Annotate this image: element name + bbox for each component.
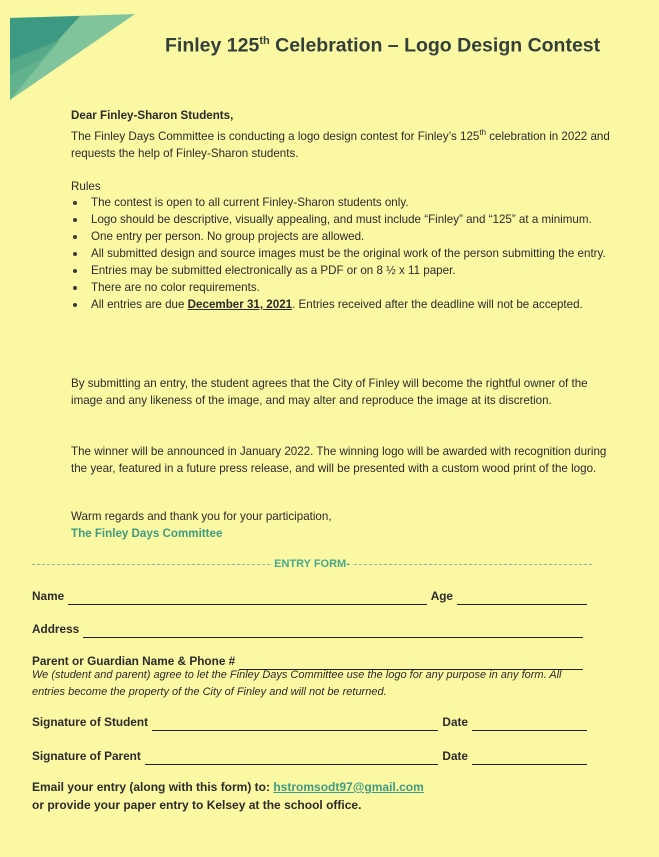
greeting: Dear Finley-Sharon Students, bbox=[71, 109, 234, 122]
address-row bbox=[32, 621, 587, 638]
rule-item: One entry per person. No group projects are allowed. bbox=[71, 228, 611, 245]
age-label: Age bbox=[430, 589, 453, 603]
name-label: Name bbox=[32, 589, 65, 603]
parent-date-field[interactable] bbox=[472, 752, 587, 765]
paper-entry-note: or provide your paper entry to Kelsey at the school office. bbox=[32, 798, 362, 812]
committee-signature: The Finley Days Committee bbox=[71, 527, 223, 540]
rule-item: There are no color requirements. bbox=[71, 279, 611, 296]
page-title: Finley 125th Celebration – Logo Design Contest bbox=[165, 34, 601, 57]
parent-signature-label: Signature of Parent bbox=[32, 749, 141, 763]
closing: Warm regards and thank you for your participation, bbox=[71, 510, 332, 523]
address-label: Address bbox=[32, 622, 80, 636]
parent-signature-field[interactable] bbox=[145, 752, 439, 765]
rules-heading: Rules bbox=[71, 180, 101, 193]
entry-form-divider: ENTRY FORM- bbox=[32, 556, 592, 573]
date-label: Date bbox=[442, 715, 468, 729]
address-field[interactable] bbox=[83, 625, 583, 638]
corner-logo-graphic bbox=[0, 0, 140, 105]
parent-signature-row bbox=[32, 748, 587, 765]
student-signature-label: Signature of Student bbox=[32, 715, 148, 729]
rules-list bbox=[71, 194, 611, 313]
rule-item: The contest is open to all current Finley-Sharon students only. bbox=[71, 194, 611, 211]
email-instructions: Email your entry (along with this form) to: hstromsodt97@gmail.com bbox=[32, 780, 424, 794]
winner-paragraph: The winner will be announced in January 2022. The winning logo will be awarded with recognition during the year, featured in a future press release, and will be presented with a custom wood print of the logo. bbox=[71, 445, 607, 475]
agreement-note: We (student and parent) agree to let the Finley Days Committee use the logo for any purpose in any form. All entries become the property of the City of Finley and will not be returned. bbox=[32, 669, 562, 698]
email-link[interactable]: hstromsodt97@gmail.com bbox=[273, 780, 424, 794]
student-signature-field[interactable] bbox=[152, 718, 438, 731]
age-field[interactable] bbox=[457, 592, 587, 605]
student-date-field[interactable] bbox=[472, 718, 587, 731]
rule-item: Logo should be descriptive, visually appealing, and must include “Finley” and “125” at a minimum. bbox=[71, 211, 611, 228]
intro-paragraph: The Finley Days Committee is conducting a logo design contest for Finley’s 125th celebration in 2022 and requests the help of Finley-Sharon students. bbox=[71, 128, 610, 160]
name-field[interactable] bbox=[68, 592, 427, 605]
student-signature-row bbox=[32, 714, 587, 731]
rule-item-deadline: All entries are due December 31, 2021. Entries received after the deadline will not be accepted. bbox=[71, 296, 611, 313]
rule-item: Entries may be submitted electronically as a PDF or on 8 ½ x 11 paper. bbox=[71, 262, 611, 279]
date-label: Date bbox=[442, 749, 468, 763]
name-age-row bbox=[32, 588, 587, 605]
rule-item: All submitted design and source images must be the original work of the person submitting the entry. bbox=[71, 245, 611, 262]
deadline-date: December 31, 2021 bbox=[187, 298, 293, 311]
guardian-label: Parent or Guardian Name & Phone # bbox=[32, 654, 236, 668]
ownership-paragraph: By submitting an entry, the student agrees that the City of Finley will become the rightful owner of the image and any likeness of the image, and may alter and reproduce the image at its discretion. bbox=[71, 377, 588, 407]
